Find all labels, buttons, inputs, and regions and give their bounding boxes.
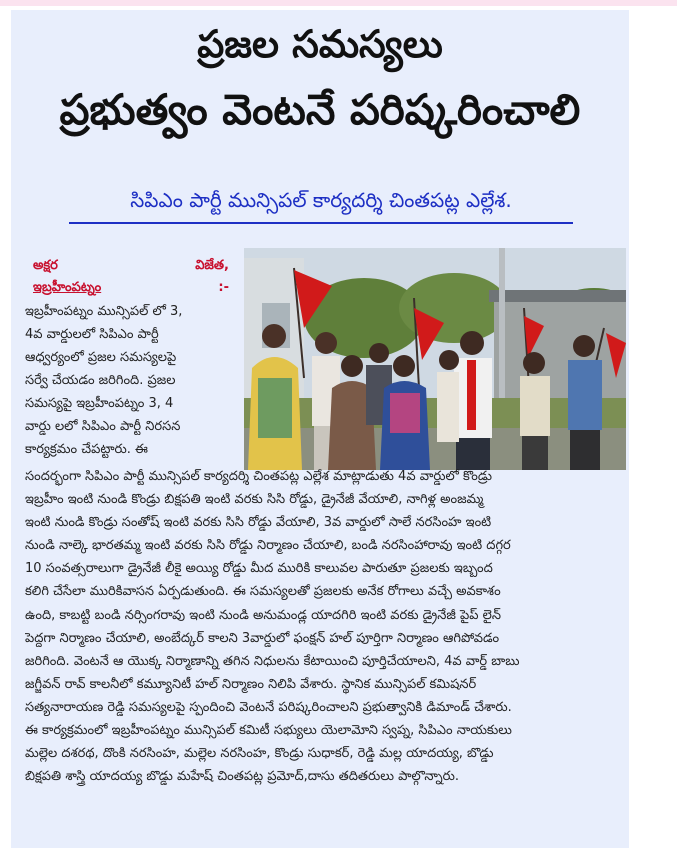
byline-reporter-last: విజేత, [195,258,229,273]
body-line: జగ్జీవన్ రావ్ కాలనీలో కమ్యూనిటీ హల్ నిర్మాణం నిలిపి వేశారు. స్థానిక మున్సిపల్ కమిషనర్ [25,676,477,692]
byline-place: ఇబ్రహీంపట్నం [33,280,102,295]
body-paragraph [25,465,625,788]
protest-group-photo [244,248,626,470]
body-line: బిక్షపతి శాస్త్రి యాదయ్య బొడ్డు మహేష్ చింతపట్ల ప్రమోద్,దాసు తదితరులు పాల్గొన్నారు. [25,769,459,785]
body-line: నుండి నాల్కె భారతమ్మ ఇంటి వరకు సిసి రోడ్డు నిర్మాణం చేయాలి, బండి నరసింహారావు ఇంటి దగ్గర [25,538,511,554]
news-photo [244,248,626,470]
body-line: మల్లెల దశరథ, దొంకి నరసింహ, మల్లెల నరసింహ, కొండ్రు సుధాకర్, రెడ్డి మల్ల యాదయ్య, బొడ్డు [25,746,494,762]
headline-line-1: ప్రజల సమస్యలు [197,22,443,66]
body-line: సందర్భంగా సిపిఎం పార్టీ మున్సిపల్ కార్యదర్శి చింతపట్ల ఎల్లేశ మాట్లాడుతు 4వ వార్డులో కొండ్రు [25,469,492,484]
lead-line: సమస్యపై ఇబ్రహీంపట్నం 3, 4 [25,396,174,411]
byline [33,255,229,299]
body-line: ఈ కార్యక్రమంలో ఇబ్రహీంపట్నం మున్సిపల్ కమిటీ సభ్యులు యెలామోని స్వప్న, సిపిఎం నాయకులు [25,723,512,739]
body-line: సత్యనారాయణ రెడ్డి సమస్యలపై స్పందించి వెంటనే పరిష్కరించాలని ప్రభుత్వానికి డిమాండ్ చేశారు. [25,699,512,715]
lead-line: ఇబ్రహీంపట్నం మున్సిపల్ లో 3, [25,304,183,319]
lead-line: కార్యక్రమం చేపట్టారు. ఈ [25,442,148,457]
body-line: 10 సంవత్సరాలుగా డ్రైనేజీ లీకై అయ్యి రోడ్డు మీద మురికి కాలువల పారుతూ ప్రజలకు ఇబ్బంద [25,561,493,577]
body-line: ఉంది, కాబట్టి బండి నర్సింగరావు ఇంటి నుండి అనుమండ్ల యాదగిరి ఇంటి వరకు డ్రైనేజీ పైప్ లైన్ [25,607,501,623]
body-line: పెద్దగా నిర్మాణం చేయాలి, అంబేద్కర్ కాలని 3వార్డులో ఫంక్షన్ హల్ పూర్తిగా నిర్మాణం ఆగిపోవడం [25,630,500,646]
lead-line: 4వ వార్డులలో సిపిఎం పార్టీ [25,327,159,342]
news-clipping [11,10,629,848]
subheadline: సిపిఎం పార్టీ మున్సిపల్ కార్యదర్శి చింతపట్ల ఎల్లేశ. [130,188,512,212]
body-line: ఇంటి నుండి కొండ్రు సంతోష్ ఇంటి వరకు సిసి రోడ్డు వేయాలి, 3వ వార్డులో సాలే నరసింహ ఇంటి [25,515,492,531]
subheadline-underline [69,222,573,224]
lead-line: వార్డు లలో సిపిఎం పార్టీ నిరసన [25,419,181,434]
lead-line: సర్వే చేయడం జరిగింది. ప్రజల [25,373,176,388]
top-border-strip [0,0,677,6]
body-line: జరిగింది. వెంటనే ఆ యొక్క నిర్మాణాన్ని తగిన నిధులను కేటాయించి పూర్తిచేయాలని, 4వ వార్డ్ బాబు [25,653,520,669]
lead-line: ఆధ్వర్యంలో ప్రజల సమస్యలపై [25,350,177,365]
headline-line-2: ప్రభుత్వం వెంటనే పరిష్కరించాలి [59,85,581,134]
byline-separator: :- [218,280,229,295]
lead-paragraph [25,300,237,461]
body-line: ఇబ్రహీం ఇంటి నుండి కొండ్రు బిక్షపతి ఇంటి వరకు సిసి రోడ్డు, డ్రైనేజీ వేయాలి, నాగిళ్ల అంజమ్మ [25,492,484,508]
body-line: కలిగి చేసేలా మురికివాసన ఏర్పడుతుంది. ఈ సమస్యలతో ప్రజలకు అనేక రోగాలు వచ్చే అవకాశం [25,584,501,600]
byline-reporter-first: అక్షర [33,258,58,273]
